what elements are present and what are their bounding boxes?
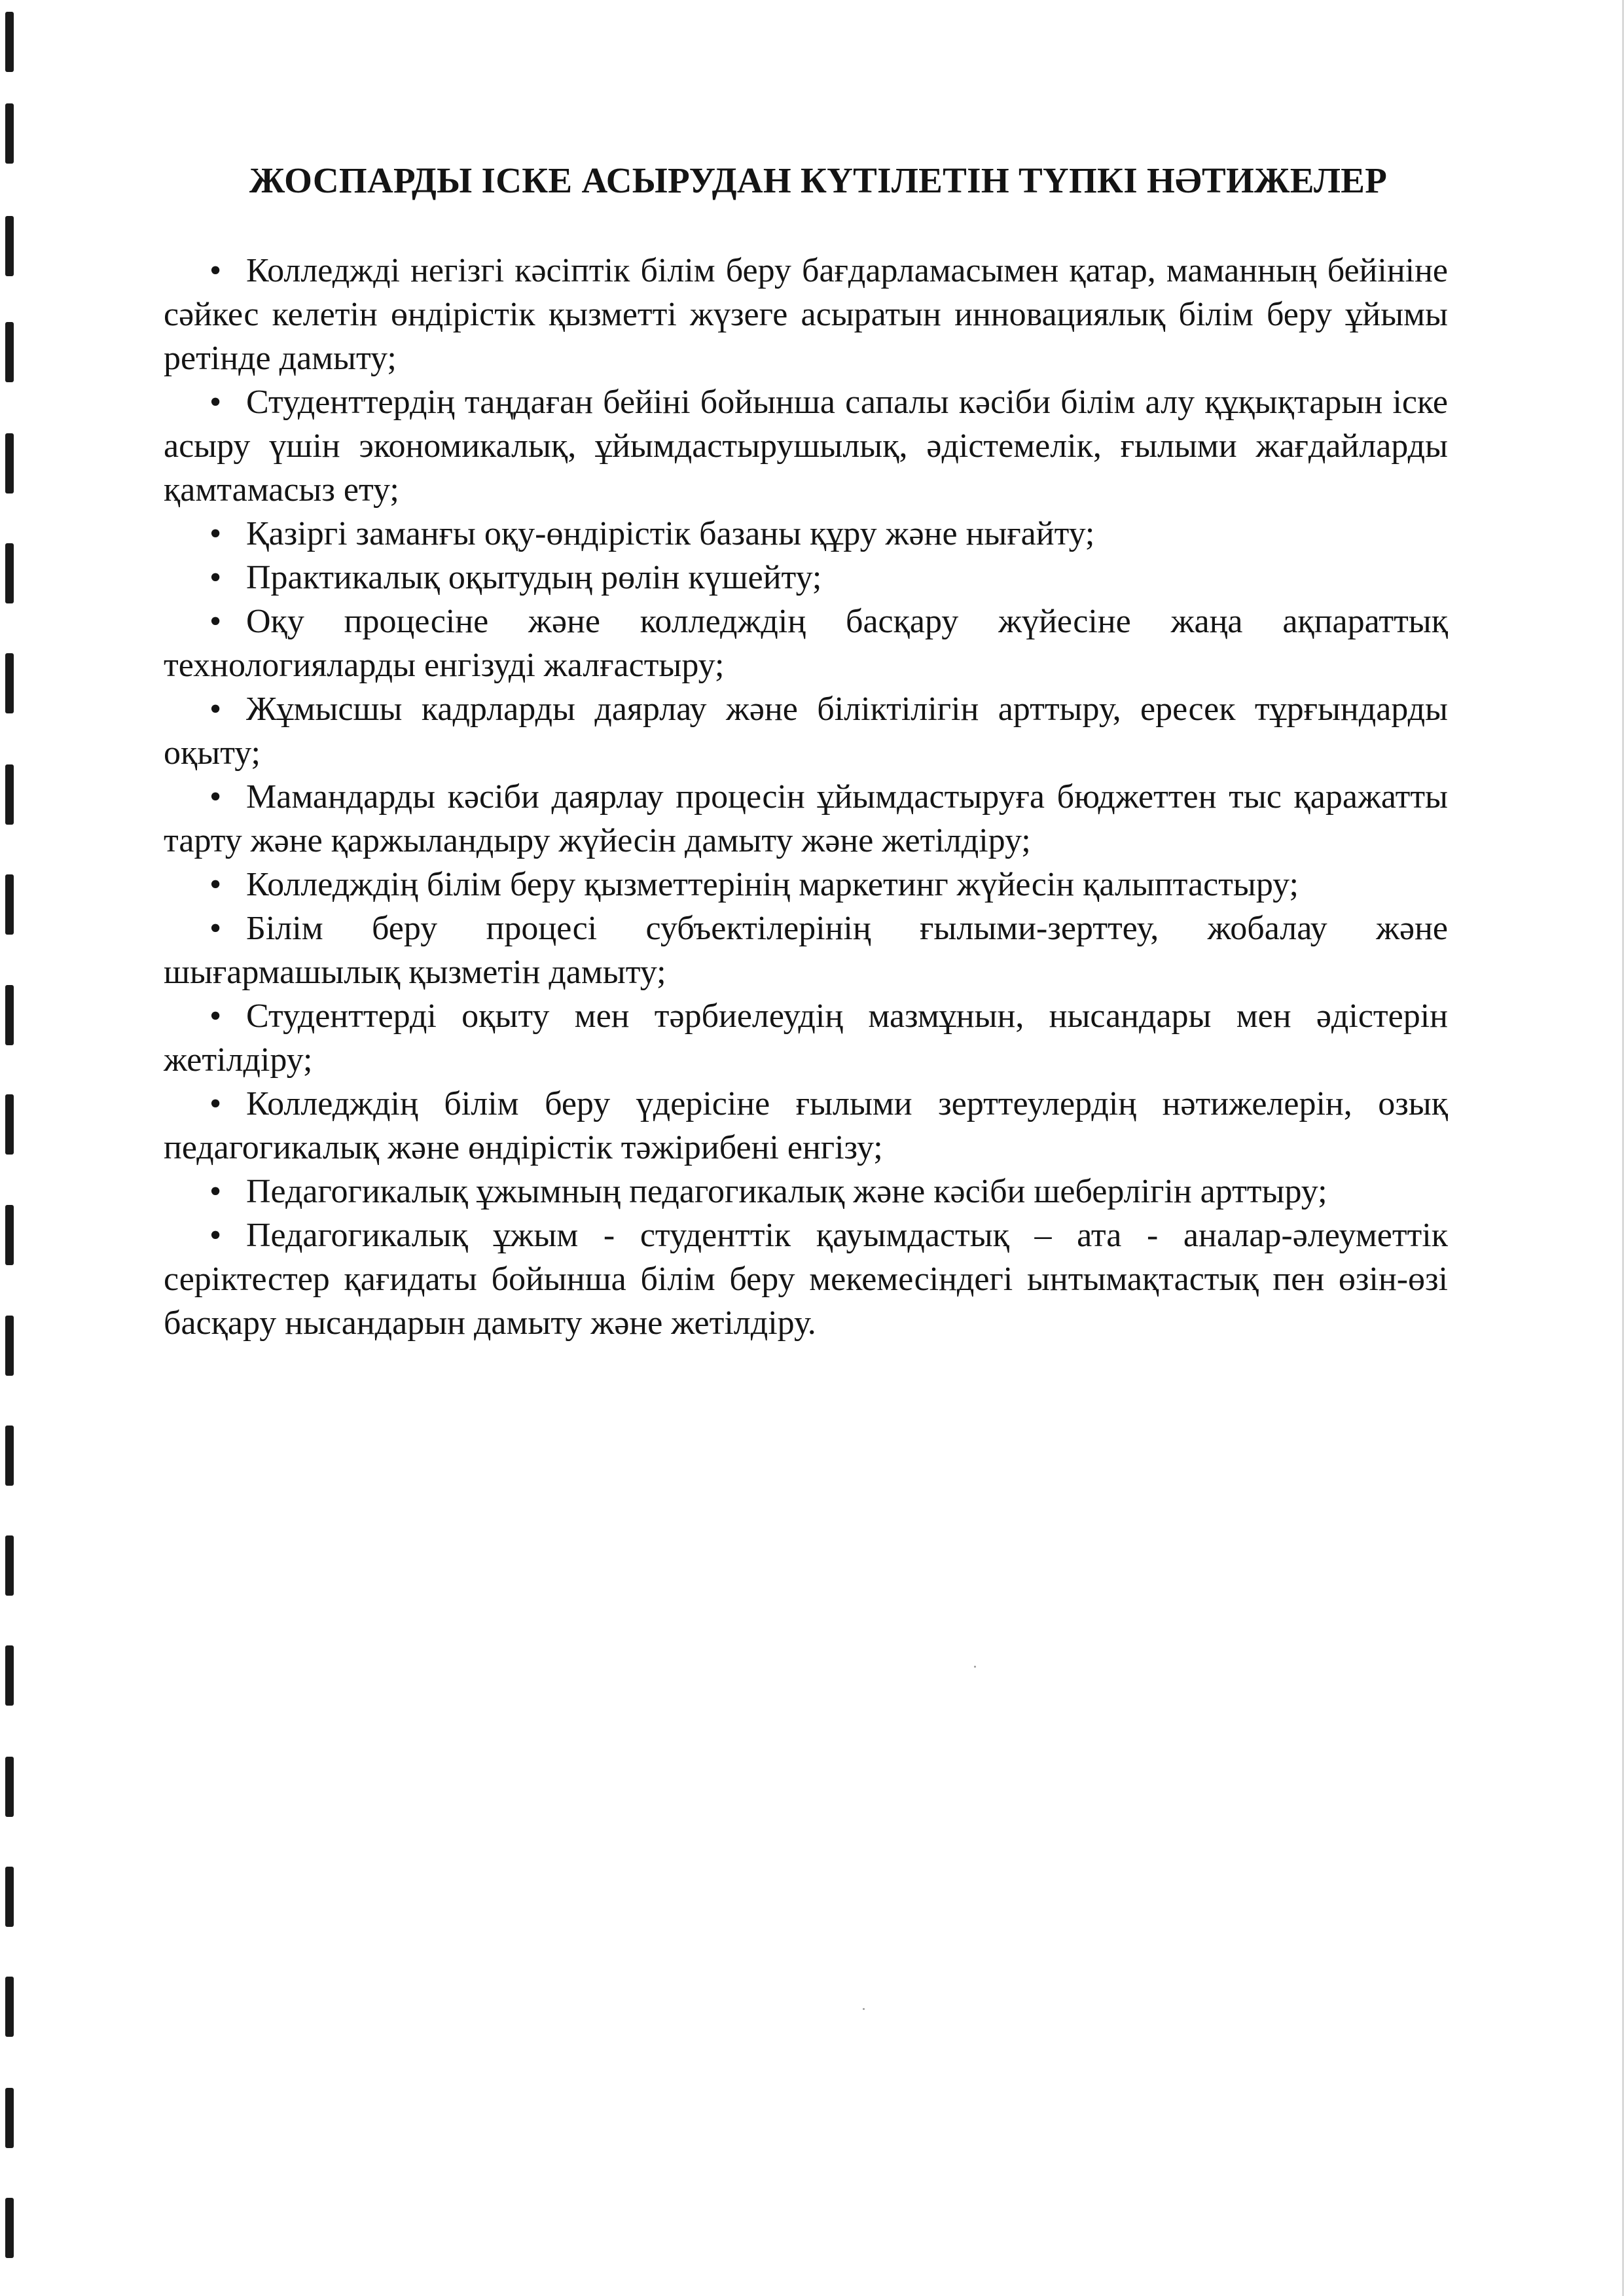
binding-hole (5, 12, 14, 72)
list-item (164, 687, 1448, 775)
scan-speck (863, 2008, 865, 2010)
list-item (164, 1082, 1448, 1170)
binding-holes (0, 0, 26, 2296)
list-item (164, 1213, 1448, 1345)
binding-hole (5, 322, 14, 382)
binding-hole (5, 2088, 14, 2148)
binding-hole (5, 433, 14, 493)
bullet-icon: • (209, 997, 222, 1035)
list-item (164, 863, 1448, 906)
list-item-text: Педагогикалық ұжым - студенттік қауымдастық – ата - аналар-әлеуметтік серіктестер қағидаты бойынша білім беру мекемесіндегі ынтымақтастық пен өзін-өзі басқару нысандарын дамыту және жетілдіру. (164, 1217, 1448, 1342)
list-item-text: Оқу процесіне және колледждің басқару жүйесіне жаңа ақпараттық технологияларды енгізуді жалғастыру; (164, 603, 1448, 684)
page-title: ЖОСПАРДЫ ІСКЕ АСЫРУДАН КҮТІЛЕТІН ТҮПКІ НӘТИЖЕЛЕР (249, 160, 1388, 200)
bullet-icon: • (209, 1085, 222, 1122)
bullet-icon: • (209, 384, 222, 421)
bullet-icon: • (209, 1217, 222, 1254)
binding-hole (5, 1535, 14, 1596)
bullet-icon: • (209, 866, 222, 903)
list-item (164, 775, 1448, 863)
bullet-icon: • (209, 252, 222, 289)
binding-hole (5, 653, 14, 713)
binding-hole (5, 1867, 14, 1927)
bullet-icon: • (209, 691, 222, 728)
list-item-text: Студенттердің таңдаған бейіні бойынша сапалы кәсіби білім алу құқықтарын іске асыру үшін экономикалық, ұйымдастырушылық, әдістемелік, ғылыми жағдайларды қамтамасыз ету; (164, 384, 1448, 509)
binding-hole (5, 1094, 14, 1155)
list-item-text: Студенттерді оқыту мен тәрбиелеудің мазмұнын, нысандары мен әдістерін жетілдіру; (164, 997, 1448, 1079)
binding-hole (5, 2198, 14, 2258)
list-item-text: Педагогикалық ұжымның педагогикалық және кәсіби шеберлігін арттыру; (246, 1173, 1327, 1210)
list-item (164, 600, 1448, 687)
bullet-icon: • (209, 1173, 222, 1210)
bullet-icon: • (209, 559, 222, 596)
list-item (164, 249, 1448, 380)
list-item (164, 1170, 1448, 1213)
binding-hole (5, 1645, 14, 1706)
binding-hole (5, 103, 14, 164)
binding-hole (5, 1426, 14, 1486)
bullet-icon: • (209, 603, 222, 640)
list-item-text: Мамандарды кәсіби даярлау процесін ұйымдастыруға бюджеттен тыс қаражатты тарту және қаржыландыру жүйесін дамыту және жетілдіру; (164, 778, 1448, 859)
list-item (164, 512, 1448, 556)
list-item (164, 994, 1448, 1082)
list-item-text: Практикалық оқытудың рөлін күшейту; (246, 559, 822, 596)
list-item (164, 906, 1448, 994)
list-item-text: Қазіргі заманғы оқу-өндірістік базаны құру және нығайту; (246, 515, 1095, 552)
bullet-icon: • (209, 515, 222, 552)
binding-hole (5, 764, 14, 825)
binding-hole (5, 985, 14, 1045)
bullet-icon: • (209, 910, 222, 947)
list-item-text: Колледжді негізгі кәсіптік білім беру бағдарламасымен қатар, маманның бейініне сәйкес келетін өндірістік қызметті жүзеге асыратын инновациялық білім беру ұйымы ретінде дамыту; (164, 252, 1448, 377)
binding-hole (5, 543, 14, 603)
binding-hole (5, 1316, 14, 1376)
list-item-text: Жұмысшы кадрларды даярлау және біліктілігін арттыру, ересек тұрғындарды оқыту; (164, 691, 1448, 772)
list-item (164, 380, 1448, 512)
binding-hole (5, 1205, 14, 1265)
list-item-text: Білім беру процесі субъектілерінің ғылыми-зерттеу, жобалау және шығармашылық қызметін дамыту; (164, 910, 1448, 991)
scan-speck (974, 1666, 976, 1668)
list-item (164, 556, 1448, 600)
binding-hole (5, 1757, 14, 1817)
bullet-icon: • (209, 778, 222, 816)
results-list (164, 249, 1448, 1345)
binding-hole (5, 216, 14, 276)
binding-hole (5, 874, 14, 935)
list-item-text: Колледждің білім беру қызметтерінің маркетинг жүйесін қалыптастыру; (246, 866, 1299, 903)
list-item-text: Колледждің білім беру үдерісіне ғылыми зерттеулердің нәтижелерін, озық педагогикалық және өндірістік тәжірибені енгізу; (164, 1085, 1448, 1166)
binding-hole (5, 1977, 14, 2037)
